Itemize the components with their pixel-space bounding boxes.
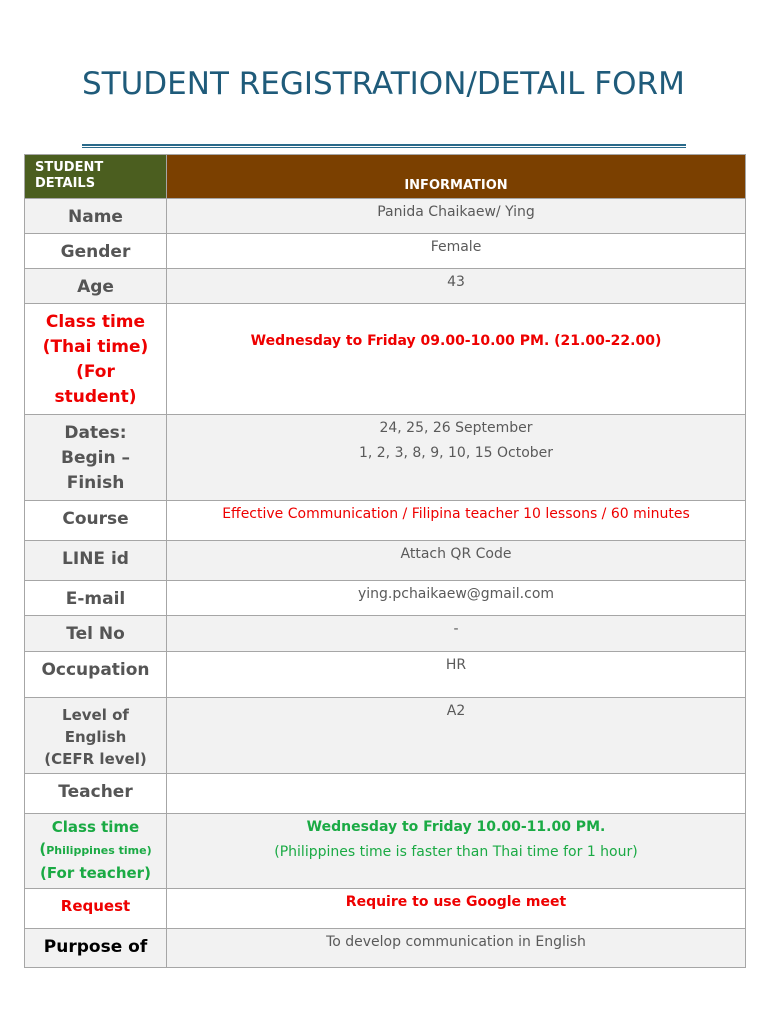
line-id-label: LINE id <box>25 541 167 581</box>
english-level-value[interactable]: A2 <box>167 698 746 774</box>
header-student-details: STUDENT DETAILS <box>25 155 167 199</box>
purpose-label: Purpose of <box>25 929 167 968</box>
purpose-value[interactable]: To develop communication in English <box>167 929 746 968</box>
name-value[interactable]: Panida Chaikaew/ Ying <box>167 199 746 234</box>
request-value[interactable]: Require to use Google meet <box>167 889 746 929</box>
student-details-table <box>24 154 746 968</box>
table-row <box>25 698 746 774</box>
gender-label: Gender <box>25 234 167 269</box>
table-row <box>25 269 746 304</box>
table-header-row <box>25 155 746 199</box>
dates-value[interactable]: 24, 25, 26 September 1, 2, 3, 8, 9, 10, 15 October <box>167 415 746 501</box>
table-row <box>25 199 746 234</box>
gender-value[interactable]: Female <box>167 234 746 269</box>
tel-label: Tel No <box>25 616 167 652</box>
table-row <box>25 541 746 581</box>
course-value[interactable]: Effective Communication / Filipina teacher 10 lessons / 60 minutes <box>167 501 746 541</box>
table-row <box>25 415 746 501</box>
class-time-teacher-value[interactable]: Wednesday to Friday 10.00-11.00 PM. (Philippines time is faster than Thai time for 1 hour) <box>167 814 746 889</box>
table-row <box>25 814 746 889</box>
table-row <box>25 304 746 415</box>
email-value[interactable]: ying.pchaikaew@gmail.com <box>167 581 746 616</box>
table-row <box>25 774 746 814</box>
header-information: INFORMATION <box>167 155 746 199</box>
line-id-value[interactable]: Attach QR Code <box>167 541 746 581</box>
tel-value[interactable]: - <box>167 616 746 652</box>
title-underline <box>82 144 686 148</box>
table-row <box>25 889 746 929</box>
teacher-label: Teacher <box>25 774 167 814</box>
class-time-student-value[interactable]: Wednesday to Friday 09.00-10.00 PM. (21.00-22.00) <box>167 304 746 415</box>
teacher-value[interactable] <box>167 774 746 814</box>
class-time-student-label: Class time (Thai time) (For student) <box>25 304 167 415</box>
course-label: Course <box>25 501 167 541</box>
occupation-label: Occupation <box>25 652 167 698</box>
request-label: Request <box>25 889 167 929</box>
class-time-teacher-label: Class time (Philippines time) (For teacher) <box>25 814 167 889</box>
table-row <box>25 501 746 541</box>
table-row <box>25 581 746 616</box>
table-row <box>25 616 746 652</box>
table-row <box>25 929 746 968</box>
age-label: Age <box>25 269 167 304</box>
dates-label: Dates: Begin – Finish <box>25 415 167 501</box>
english-level-label: Level of English (CEFR level) <box>25 698 167 774</box>
table-row <box>25 234 746 269</box>
form-title: STUDENT REGISTRATION/DETAIL FORM <box>82 66 685 102</box>
occupation-value[interactable]: HR <box>167 652 746 698</box>
table-row <box>25 652 746 698</box>
name-label: Name <box>25 199 167 234</box>
age-value[interactable]: 43 <box>167 269 746 304</box>
email-label: E-mail <box>25 581 167 616</box>
